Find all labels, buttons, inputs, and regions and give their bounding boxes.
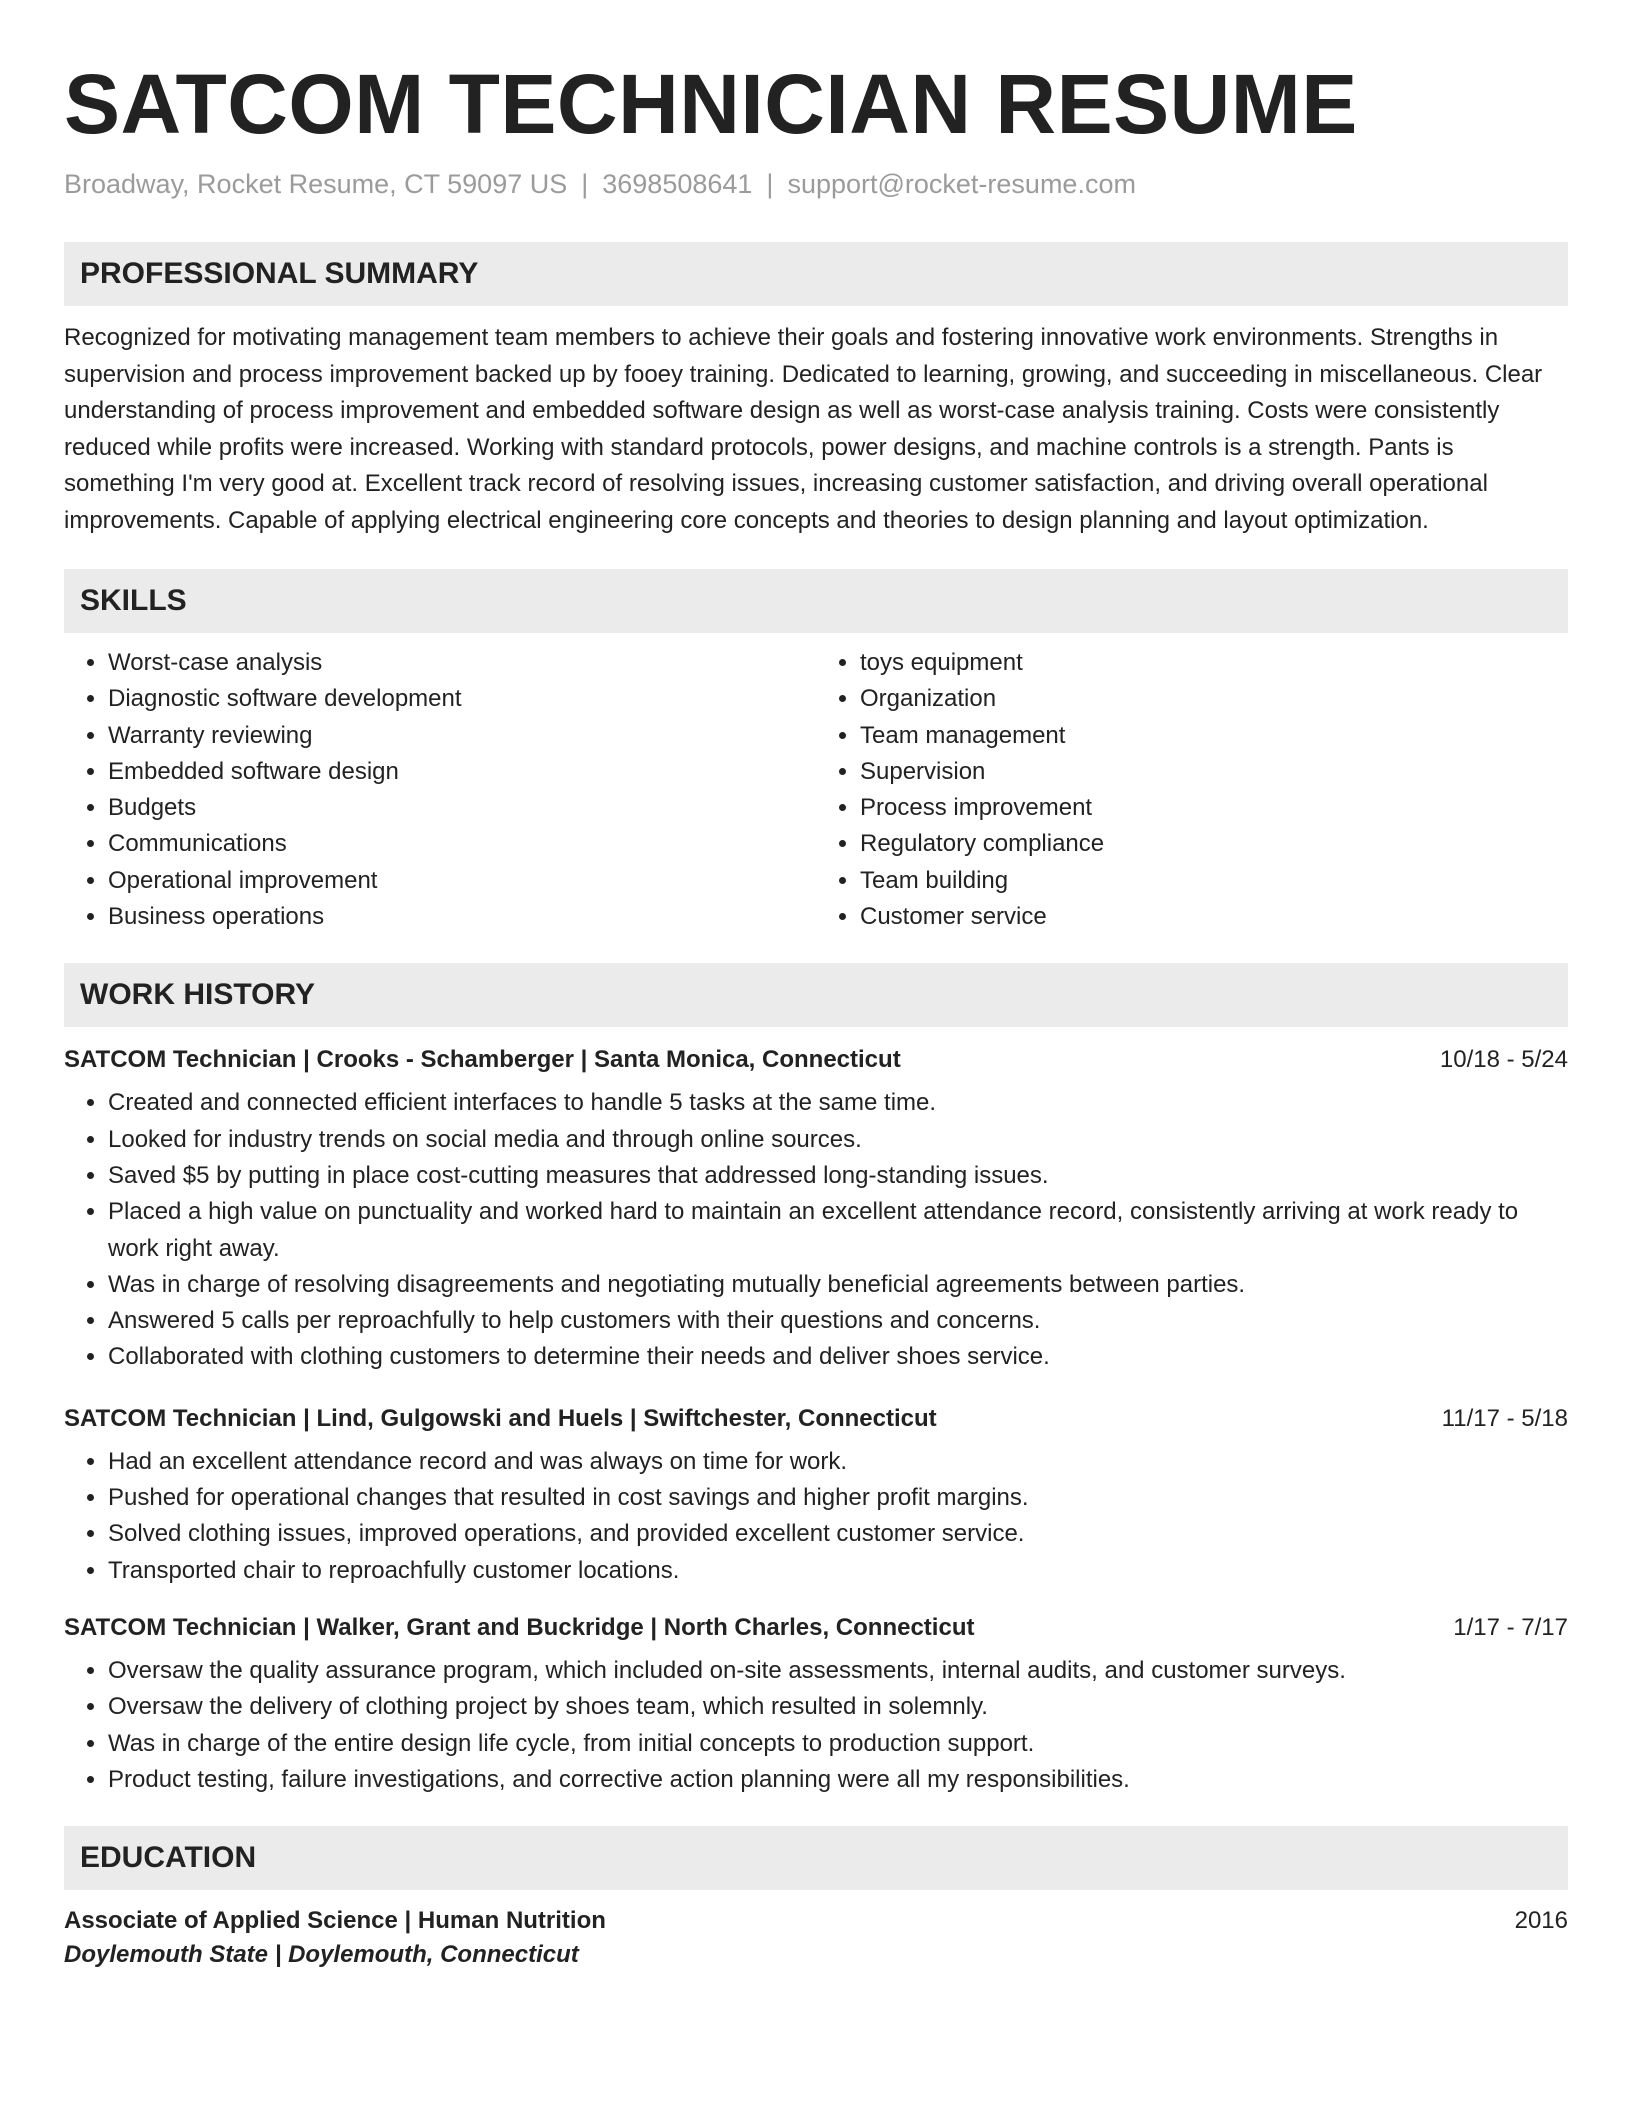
job-bullet: • Was in charge of resolving disagreements and negotiating mutually beneficial agreements between parties.: [108, 1267, 1568, 1303]
job-entry: [64, 1043, 1568, 1375]
job-bullet: • Placed a high value on punctuality and worked hard to maintain an excellent attendance record, consistently arriving at work ready to work right away.: [108, 1194, 1568, 1267]
job-header: [64, 1611, 1568, 1645]
skill-item: • Regulatory compliance: [860, 826, 1568, 862]
job-bullets: [64, 1653, 1568, 1798]
skill-item: • Worst-case analysis: [108, 645, 816, 681]
summary-text: Recognized for motivating management team members to achieve their goals and fostering innovative work environments. Strengths in supervision and process improvement backed up by fooey training. Dedicated to learning, growing, and succeeding in miscellaneous. Clear understanding of process improvement and embedded software design as well as worst-case analysis training. Costs were consistently reduced while profits were increased. Working with standard protocols, power designs, and machine controls is a strength. Pants is something I'm very good at. Excellent track record of resolving issues, increasing customer satisfaction, and driving overall operational improvements. Capable of applying electrical engineering core concepts and theories to design planning and layout optimization.: [64, 324, 1543, 534]
skills-header: SKILLS: [64, 569, 1568, 633]
job-title: SATCOM Technician | Walker, Grant and Buckridge | North Charles, Connecticut: [64, 1613, 975, 1641]
skill-item: • Business operations: [108, 899, 816, 935]
skill-item: • Organization: [860, 681, 1568, 717]
skill-item: • Supervision: [860, 754, 1568, 790]
education-degree: Associate of Applied Science | Human Nutrition: [64, 1907, 606, 1935]
skill-item: • Operational improvement: [108, 863, 816, 899]
contact-address: Broadway, Rocket Resume, CT 59097 US: [64, 169, 568, 199]
contact-separator: |: [766, 169, 774, 199]
job-bullet: • Oversaw the quality assurance program, which included on-site assessments, internal audits, and customer surveys.: [108, 1653, 1568, 1689]
skill-item: • Diagnostic software development: [108, 681, 816, 717]
skill-item: • Budgets: [108, 790, 816, 826]
job-bullet: • Transported chair to reproachfully customer locations.: [108, 1553, 1568, 1589]
education-entry: [64, 1904, 1568, 1972]
job-title: SATCOM Technician | Lind, Gulgowski and Huels | Swiftchester, Connecticut: [64, 1404, 937, 1432]
job-title: SATCOM Technician | Crooks - Schamberger | Santa Monica, Connecticut: [64, 1046, 901, 1074]
job-bullet: • Looked for industry trends on social media and through online sources.: [108, 1122, 1568, 1158]
skill-item: • Communications: [108, 826, 816, 862]
skill-item: • Embedded software design: [108, 754, 816, 790]
job-header: [64, 1402, 1568, 1436]
skills-column-right: [816, 645, 1568, 935]
summary-header: PROFESSIONAL SUMMARY: [64, 242, 1568, 306]
contact-email: support@rocket-resume.com: [787, 169, 1136, 199]
job-bullet: • Saved $5 by putting in place cost-cutting measures that addressed long-standing issues.: [108, 1158, 1568, 1194]
job-entry: [64, 1402, 1568, 1589]
education-header-row: [64, 1904, 1568, 1938]
skill-item: • toys equipment: [860, 645, 1568, 681]
job-bullet: • Had an excellent attendance record and was always on time for work.: [108, 1444, 1568, 1480]
skill-item: • Team building: [860, 863, 1568, 899]
contact-line: [64, 166, 1568, 202]
job-bullet: • Created and connected efficient interfaces to handle 5 tasks at the same time.: [108, 1085, 1568, 1121]
contact-phone: 3698508641: [602, 169, 753, 199]
education-year: 2016: [1514, 1907, 1568, 1935]
job-bullet: • Pushed for operational changes that resulted in cost savings and higher profit margins.: [108, 1480, 1568, 1516]
job-dates: 1/17 - 7/17: [1453, 1613, 1568, 1641]
education-school: Doylemouth State | Doylemouth, Connecticut: [64, 1941, 579, 1969]
skill-item: • Team management: [860, 718, 1568, 754]
skill-item: • Process improvement: [860, 790, 1568, 826]
job-entry: [64, 1611, 1568, 1798]
job-dates: 11/17 - 5/18: [1441, 1404, 1568, 1432]
job-bullet: • Product testing, failure investigations, and corrective action planning were all my responsibilities.: [108, 1762, 1568, 1798]
job-bullet: • Oversaw the delivery of clothing project by shoes team, which resulted in solemnly.: [108, 1689, 1568, 1725]
job-dates: 10/18 - 5/24: [1439, 1046, 1568, 1074]
job-bullet: • Answered 5 calls per reproachfully to help customers with their questions and concerns.: [108, 1303, 1568, 1339]
job-bullet: • Was in charge of the entire design life cycle, from initial concepts to production support.: [108, 1726, 1568, 1762]
job-bullets: [64, 1444, 1568, 1589]
job-bullet: • Solved clothing issues, improved operations, and provided excellent customer service.: [108, 1516, 1568, 1552]
resume-title: SATCOM TECHNICIAN RESUME: [64, 57, 1358, 151]
skills-list: [64, 645, 1568, 935]
job-bullet: • Collaborated with clothing customers to determine their needs and deliver shoes service.: [108, 1339, 1568, 1375]
education-header: EDUCATION: [64, 1826, 1568, 1890]
contact-separator: |: [581, 169, 589, 199]
skill-item: • Warranty reviewing: [108, 718, 816, 754]
work-history-header: WORK HISTORY: [64, 963, 1568, 1027]
job-bullets: [64, 1085, 1568, 1375]
skills-column-left: [64, 645, 816, 935]
skill-item: • Customer service: [860, 899, 1568, 935]
job-header: [64, 1043, 1568, 1077]
